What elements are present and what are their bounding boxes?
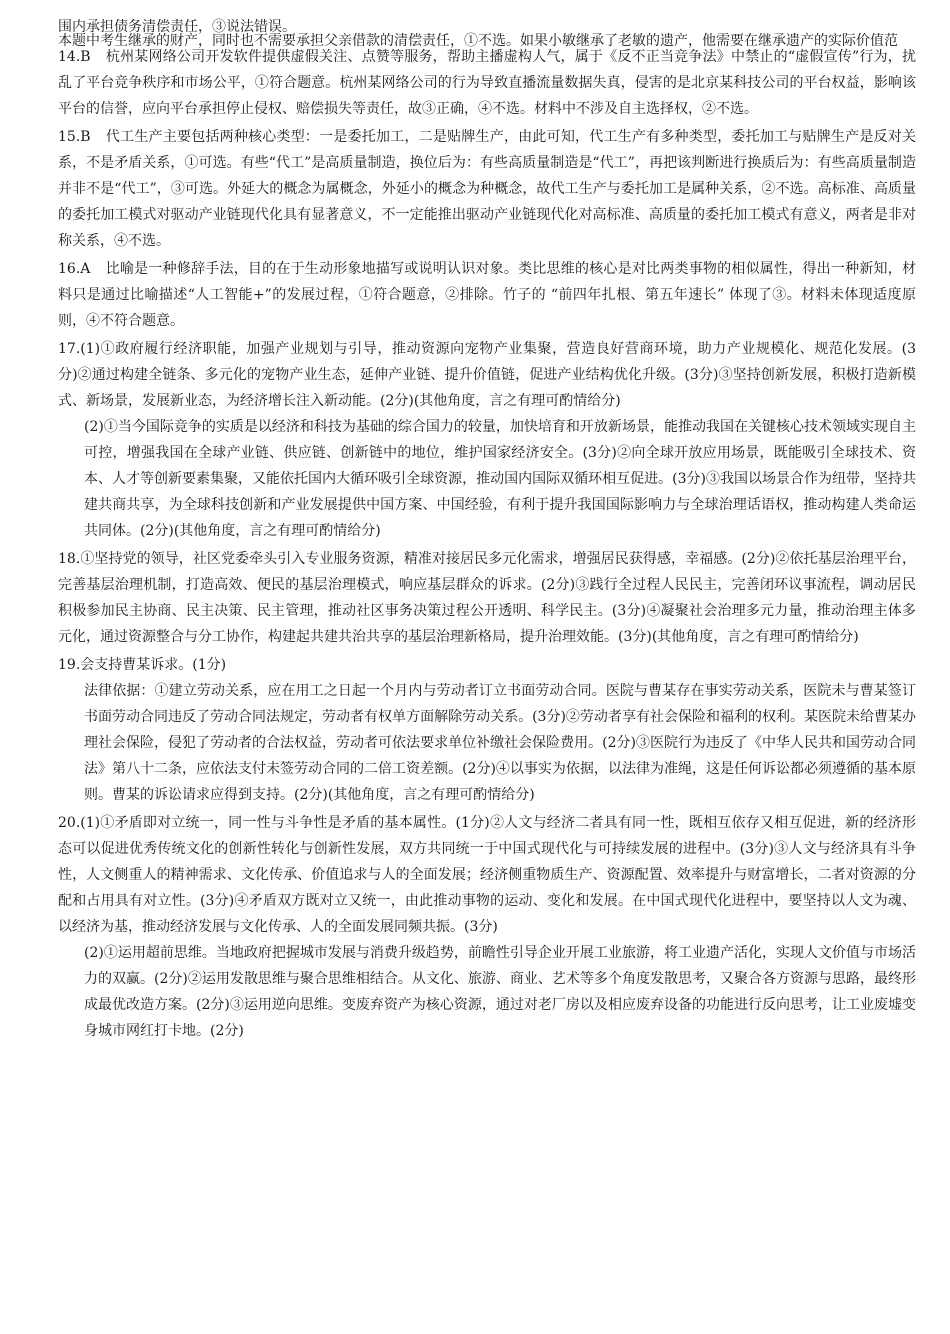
q19-part2: 法律依据：①建立劳动关系，应在用工之日起一个月内与劳动者订立书面劳动合同。医院与曹某存在事实劳动关系，医院未与曹某签订书面劳动合同违反了劳动合同法规定，劳动者有权单方面解除劳动关系。(3分)②劳动者享有社会保险和福利的权利。某医院未给曹某办理社会保险，侵犯了劳动者的合法权益，劳动者可依法要求单位补缴社会保险费用。(2分)③医院行为违反了《中华人民共和国劳动合同法》第八十二条，应依法支付未签劳动合同的二倍工资差额。(2分)④以事实为依据，以法律为准绳，这是任何诉讼都必须遵循的基本原则。曹某的诉讼请求应得到支持。(2分)(其他角度，言之有理可酌情给分)	[84, 683, 916, 803]
q14-number: 14.	[58, 49, 81, 65]
answers-body	[58, 44, 916, 1044]
q14-text: 杭州某网络公司开发软件提供虚假关注、点赞等服务，帮助主播虚构人气，属于《反不正当竞争法》中禁止的“虚假宣传”行为，扰乱了平台竞争秩序和市场公平，①符合题意。杭州某网络公司的行为导致直播流量数据失真，侵害的是北京某科技公司的平台权益，影响该平台的信誉，应向平台承担停止侵权、赔偿损失等责任，故③正确，④不选。材料中不涉及自主选择权，②不选。	[58, 49, 917, 117]
cutoff-text: 本题中考生继承的财产，同时也不需要承担父亲借款的清偿责任，①不选。如果小敏继承了老敏的遗产，他需要在继承遗产的实际价值范	[58, 33, 898, 49]
q15-number: 15.	[58, 129, 81, 145]
q14-paragraph	[58, 44, 916, 122]
question-16	[58, 256, 916, 334]
q19-part1	[58, 652, 916, 678]
q15-answer: B	[80, 129, 91, 145]
question-19	[58, 652, 916, 808]
q19-part1-text: 会支持曹某诉求。(1分)	[80, 657, 227, 673]
q17-part1-text: (1)①政府履行经济职能，加强产业规划与引导，推动资源向宠物产业集聚，营造良好营商环境，助力产业规模化、规范化发展。(3分)②通过构建全链条、多元化的宠物产业生态，延伸产业链、提升价值链，促进产业结构优化升级。(3分)③坚持创新发展，积极打造新模式、新场景，发展新业态，为经济增长注入新动能。(2分)(其他角度，言之有理可酌情给分)	[58, 341, 916, 409]
q16-number: 16.	[58, 261, 81, 277]
q20-part1-text: (1)①矛盾即对立统一，同一性与斗争性是矛盾的基本属性。(1分)②人文与经济二者具有同一性，既相互依存又相互促进，新的经济形态可以促进优秀传统文化的创新性转化与创新性发展，双方共同统一于中国式现代化与可持续发展的进程中。(3分)③人文与经济具有斗争性，人文侧重人的精神需求、文化传承、价值追求与人的全面发展；经济侧重物质生产、资源配置、效率提升与财富增长，二者对资源的分配和占用具有对立性。(3分)④矛盾双方既对立又统一，由此推动事物的运动、变化和发展。在中国式现代化进程中，要坚持以人文为魂、以经济为基，推动经济发展与文化传承、人的全面发展同频共振。(3分)	[58, 815, 916, 935]
q17-part1	[58, 336, 916, 414]
q20-number: 20.	[58, 815, 81, 831]
q15-text: 代工生产主要包括两种核心类型：一是委托加工，二是贴牌生产，由此可知，代工生产有多种类型，委托加工与贴牌生产是反对关系，不是矛盾关系，①可选。有些“代工”是高质量制造，换位后为：有些高质量制造是“代工”，再把该判断进行换质后为：有些高质量制造并非不是“代工”，③可选。外延大的概念为属概念，外延小的概念为种概念，故代工生产与委托加工是属种关系，②不选。高标准、高质量的委托加工模式对驱动产业链现代化具有显著意义，不一定能推出驱动产业链现代化对高标准、高质量的委托加工模式有意义，两者是非对称关系，④不选。	[58, 129, 917, 249]
question-18	[58, 546, 916, 650]
q17-part2: (2)①当今国际竞争的实质是以经济和科技为基础的综合国力的较量，加快培育和开放新场景，能推动我国在关键核心技术领域实现自主可控，增强我国在全球产业链、供应链、创新链中的地位，维护国家经济安全。(3分)②向全球开放应用场景，既能吸引全球技术、资本、人才等创新要素集聚，又能依托国内大循环吸引全球资源，推动国内国际双循环相互促进。(3分)③我国以场景合作为纽带，坚持共建共商共享，为全球科技创新和产业发展提供中国方案、中国经验，有利于提升我国国际影响力与全球治理话语权，推动构建人类命运共同体。(2分)(其他角度，言之有理可酌情给分)	[84, 419, 916, 539]
q16-paragraph	[58, 256, 916, 334]
q14-answer: B	[80, 49, 91, 65]
q18-number: 18.	[58, 551, 81, 567]
q18-paragraph	[58, 546, 916, 650]
question-17	[58, 336, 916, 544]
question-14	[58, 44, 916, 122]
q19-number: 19.	[58, 657, 81, 673]
q16-text: 比喻是一种修辞手法，目的在于生动形象地描写或说明认识对象。类比思维的核心是对比两类事物的相似属性，得出一种新知，材料只是通过比喻描述“人工智能+”的发展过程，①符合题意，②排除。竹子的 “前四年扎根、第五年速长” 体现了③。材料未体现适度原则，④不符合题意。	[58, 261, 916, 329]
q20-part1	[58, 810, 916, 940]
q16-answer: A	[80, 261, 91, 277]
q20-part2: (2)①运用超前思维。当地政府把握城市发展与消费升级趋势，前瞻性引导企业开展工业旅游，将工业遗产活化，实现人文价值与市场活力的双赢。(2分)②运用发散思维与聚合思维相结合。从文化、旅游、商业、艺术等多个角度发散思考，又聚合各方资源与思路，最终形成最优改造方案。(2分)③运用逆向思维。变废弃资产为核心资源，通过对老厂房以及相应废弃设备的功能进行反向思考，让工业废墟变身城市网红打卡地。(2分)	[84, 945, 916, 1039]
q15-paragraph	[58, 124, 916, 254]
q17-number: 17.	[58, 341, 81, 357]
continued-line: 围内承担债务清偿责任，③说法错误。	[58, 19, 296, 35]
q18-text: ①坚持党的领导，社区党委牵头引入专业服务资源，精准对接居民多元化需求，增强居民获得感，幸福感。(2分)②依托基层治理平台，完善基层治理机制，打造高效、便民的基层治理模式，响应基层群众的诉求。(2分)③践行全过程人民民主，完善闭环议事流程，调动居民积极参加民主协商、民主决策、民主管理，推动社区事务决策过程公开透明、科学民主。(3分)④凝聚社会治理多元力量，推动治理主体多元化，通过资源整合与分工协作，构建起共建共治共享的基层治理新格局，提升治理效能。(3分)(其他角度，言之有理可酌情给分)	[58, 551, 916, 645]
question-20	[58, 810, 916, 1044]
question-15	[58, 124, 916, 254]
